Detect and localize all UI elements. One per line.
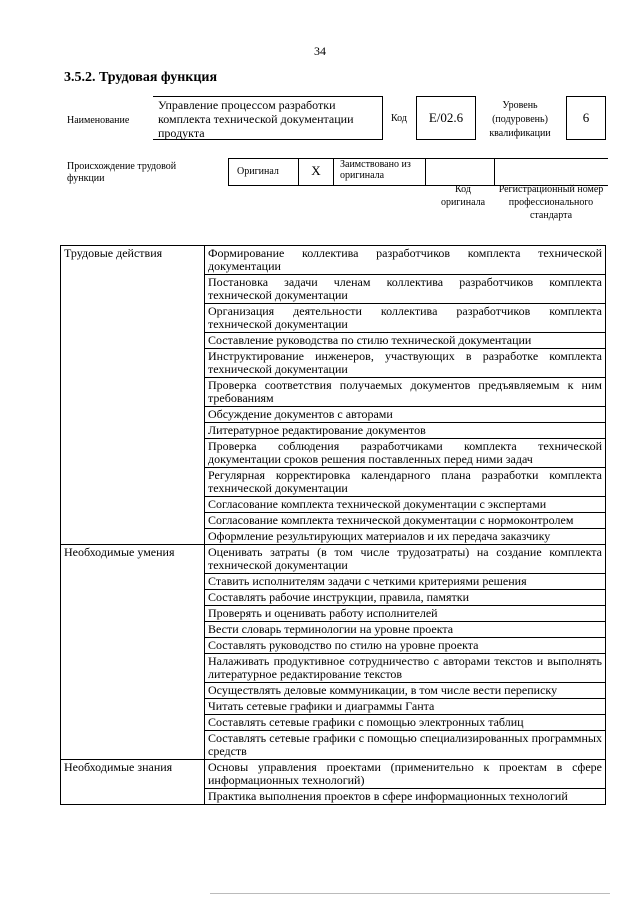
section-item: Составление руководства по стилю технической документации xyxy=(205,333,606,349)
section-item: Ставить исполнителям задачи с четкими критериями решения xyxy=(205,574,606,590)
section-heading: Необходимые умения xyxy=(61,545,205,760)
section-item: Проверять и оценивать работу исполнителей xyxy=(205,606,606,622)
code-original-label: Код оригинала xyxy=(440,184,486,208)
section-item: Согласование комплекта технической документации с экспертами xyxy=(205,497,606,513)
original-label: Оригинал xyxy=(228,159,298,185)
section-item: Составлять сетевые графики с помощью электронных таблиц xyxy=(205,715,606,731)
origin-label: Происхождение трудовой функции xyxy=(67,161,177,184)
section-item: Осуществлять деловые коммуникации, в том числе вести переписку xyxy=(205,683,606,699)
section-item: Налаживать продуктивное сотрудничество с авторами текстов и выполнять литературное редактирование текстов xyxy=(205,654,606,683)
section-item: Читать сетевые графики и диаграммы Ганта xyxy=(205,699,606,715)
table-row xyxy=(61,760,606,789)
section-item: Вести словарь терминологии на уровне проекта xyxy=(205,622,606,638)
section-heading: Необходимые знания xyxy=(61,760,205,805)
table-row xyxy=(61,246,606,275)
section-title: 3.5.2. Трудовая функция xyxy=(64,70,218,85)
section-item: Формирование коллектива разработчиков комплекта технической документации xyxy=(205,246,606,275)
section-item: Литературное редактирование документов xyxy=(205,423,606,439)
level-label-line: (подуровень) xyxy=(492,114,548,125)
function-table-body xyxy=(61,246,606,805)
section-item: Составлять сетевые графики с помощью специализированных программных средств xyxy=(205,731,606,760)
function-name-line: комплекта технической документации xyxy=(158,112,354,126)
origin-row xyxy=(228,158,608,186)
table-row xyxy=(61,545,606,574)
function-code: E/02.6 xyxy=(416,96,476,140)
page-number: 34 xyxy=(314,44,326,58)
section-item: Инструктирование инженеров, участвующих в разработке комплекта технической документации xyxy=(205,349,606,378)
section-item: Оценивать затраты (в том числе трудозатраты) на создание комплекта технической документации xyxy=(205,545,606,574)
original-mark: X xyxy=(298,159,333,185)
code-label: Код xyxy=(391,113,407,124)
function-name-line: продукта xyxy=(158,126,205,140)
level-label xyxy=(480,99,560,141)
section-item: Составлять рабочие инструкции, правила, памятки xyxy=(205,590,606,606)
qualification-level: 6 xyxy=(566,96,606,140)
name-label: Наименование xyxy=(67,115,130,126)
section-heading: Трудовые действия xyxy=(61,246,205,545)
section-item: Оформление результирующих материалов и их передача заказчику xyxy=(205,529,606,545)
section-item: Практика выполнения проектов в сфере информационных технологий xyxy=(205,789,606,805)
function-name-line: Управление процессом разработки xyxy=(158,98,336,112)
function-table xyxy=(60,245,606,805)
section-item: Организация деятельности коллектива разработчиков комплекта технической документации xyxy=(205,304,606,333)
section-item: Основы управления проектами (применительно к проектам в сфере информационных технологий) xyxy=(205,760,606,789)
section-item: Постановка задачи членам коллектива разработчиков комплекта технической документации xyxy=(205,275,606,304)
section-item: Составлять руководство по стилю на уровне проекта xyxy=(205,638,606,654)
function-name xyxy=(153,96,383,140)
borrowed-label: Заимствовано из оригинала xyxy=(333,159,425,185)
origin-divider xyxy=(425,159,426,185)
origin-divider xyxy=(494,159,495,185)
section-item: Регулярная корректировка календарного плана разработки комплекта технической документации xyxy=(205,468,606,497)
reg-number-label: Регистрационный номер профессионального стандарта xyxy=(498,184,604,221)
section-item: Обсуждение документов с авторами xyxy=(205,407,606,423)
level-label-line: Уровень xyxy=(502,100,538,111)
level-label-line: квалификации xyxy=(489,128,551,139)
bottom-divider xyxy=(210,893,610,894)
section-item: Проверка соблюдения разработчиками комплекта технической документации сроков решения поставленных перед ними задач xyxy=(205,439,606,468)
section-item: Проверка соответствия получаемых документов предъявляемым к ним требованиям xyxy=(205,378,606,407)
section-item: Согласование комплекта технической документации с нормоконтролем xyxy=(205,513,606,529)
